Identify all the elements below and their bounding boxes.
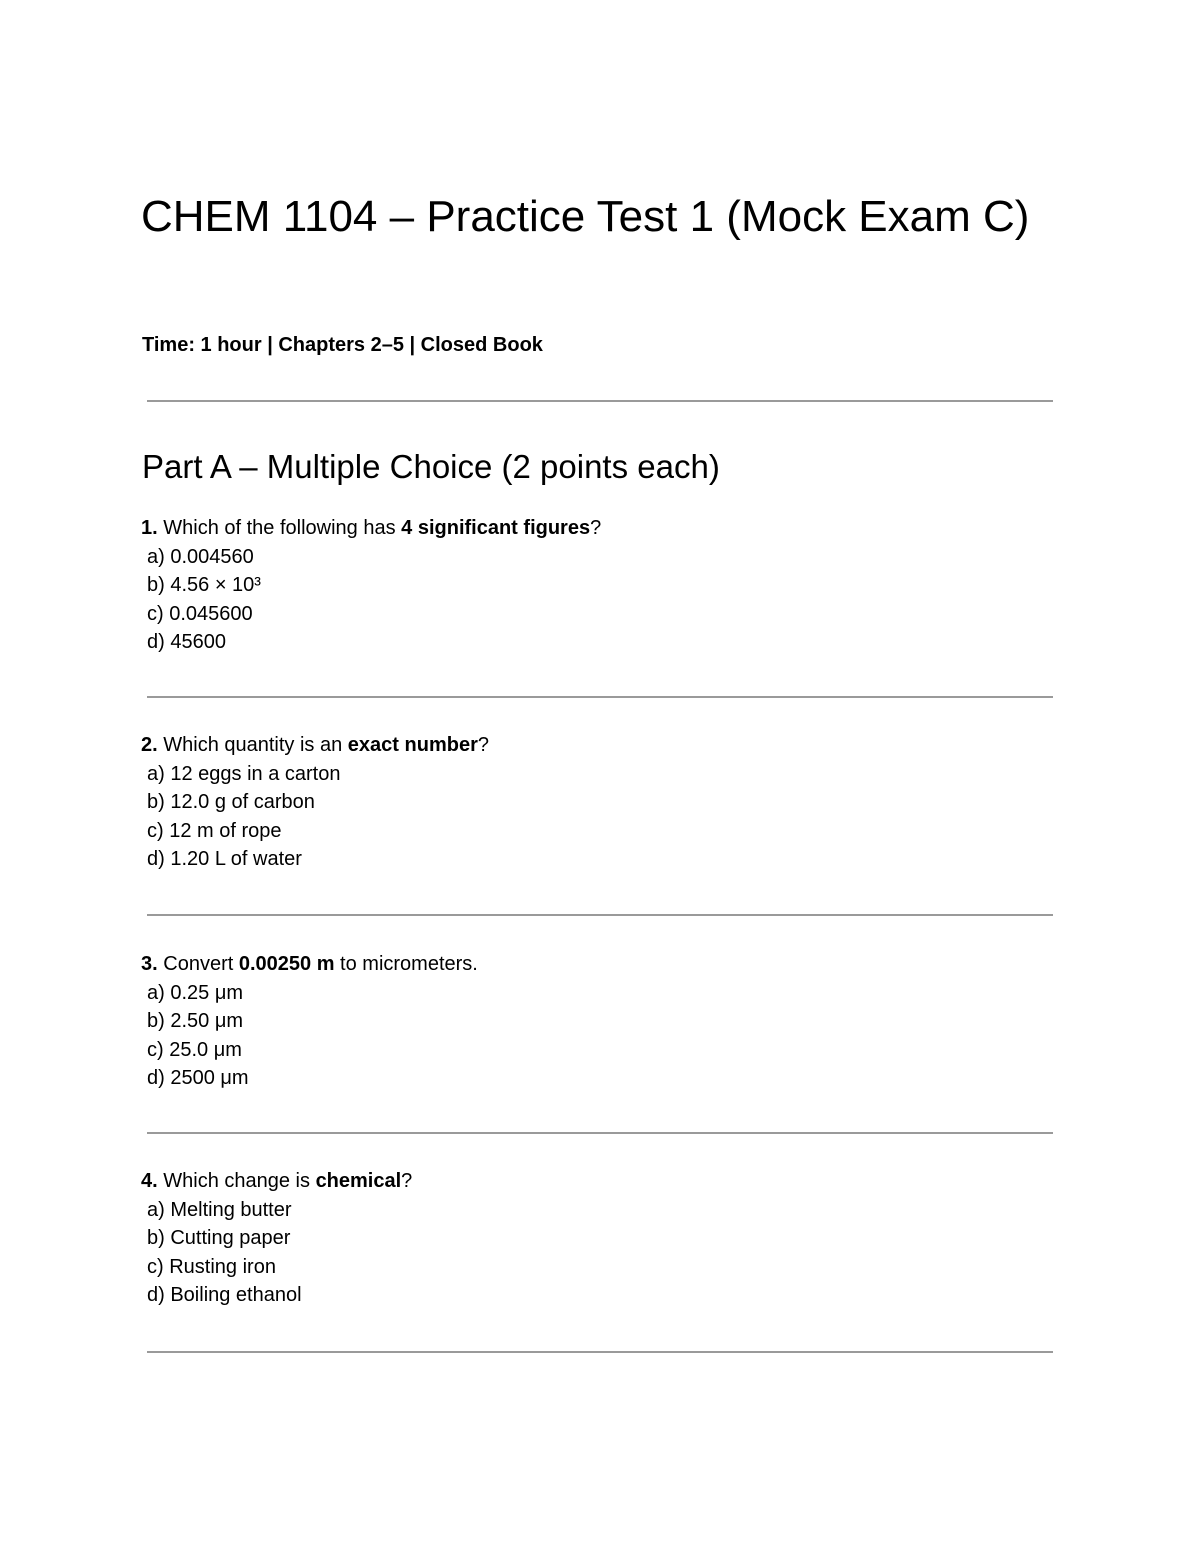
- question-number: 3.: [141, 953, 158, 975]
- question-text-after: ?: [590, 517, 602, 539]
- exam-title: CHEM 1104 – Practice Test 1 (Mock Exam C): [141, 192, 1030, 241]
- question-emphasis: 0.00250 m: [238, 953, 335, 975]
- question-prompt: [141, 514, 1041, 543]
- answer-option-a: a) 0.004560: [147, 545, 254, 568]
- answer-option-d: d) Boiling ethanol: [147, 1284, 302, 1306]
- question-text-after: ?: [401, 1170, 413, 1192]
- answer-option-b: b) Cutting paper: [147, 1227, 291, 1249]
- question-text-before: Convert: [163, 953, 234, 975]
- question-divider: [147, 1351, 1053, 1353]
- question-1: [141, 514, 1041, 657]
- question-prompt: [141, 1167, 1041, 1196]
- answer-option-d: d) 45600: [147, 631, 226, 653]
- answer-option-b: b) 12.0 g of carbon: [147, 791, 315, 813]
- question-divider: [147, 914, 1053, 916]
- question-emphasis: exact number: [347, 734, 478, 756]
- question-text-before: Which of the following has: [163, 517, 396, 539]
- question-number: 4.: [141, 1170, 158, 1192]
- question-text-before: Which quantity is an: [163, 734, 343, 756]
- question-3: [141, 950, 1041, 1093]
- question-text-after: ?: [477, 734, 489, 756]
- question-number: 1.: [141, 517, 158, 539]
- question-4: [141, 1167, 1041, 1310]
- section-title: Part A – Multiple Choice (2 points each): [142, 448, 720, 485]
- answer-option-a: a) Melting butter: [147, 1198, 292, 1221]
- answer-option-d: d) 1.20 L of water: [147, 848, 302, 870]
- question-text-after: to micrometers.: [340, 953, 478, 975]
- question-2: [141, 731, 1041, 874]
- question-prompt: [141, 950, 1041, 979]
- question-emphasis: chemical: [315, 1170, 402, 1192]
- answer-option-a: a) 12 eggs in a carton: [147, 762, 341, 785]
- section-divider: [147, 400, 1053, 402]
- answer-option-b: b) 2.50 μm: [147, 1010, 244, 1032]
- answer-option-c: c) 25.0 μm: [147, 1038, 242, 1061]
- answer-option-c: c) 12 m of rope: [147, 819, 282, 842]
- answer-option-d: d) 2500 μm: [147, 1067, 249, 1089]
- question-text-before: Which change is: [163, 1170, 310, 1192]
- answer-option-a: a) 0.25 μm: [147, 981, 244, 1004]
- question-number: 2.: [141, 734, 158, 756]
- answer-option-c: c) 0.045600: [147, 602, 253, 625]
- question-divider: [147, 696, 1053, 698]
- question-emphasis: 4 significant figures: [401, 517, 591, 539]
- answer-option-b: b) 4.56 × 10³: [147, 574, 261, 596]
- answer-option-c: c) Rusting iron: [147, 1255, 276, 1278]
- question-divider: [147, 1132, 1053, 1134]
- exam-meta-info: Time: 1 hour | Chapters 2–5 | Closed Book: [142, 334, 543, 356]
- question-prompt: [141, 731, 1041, 760]
